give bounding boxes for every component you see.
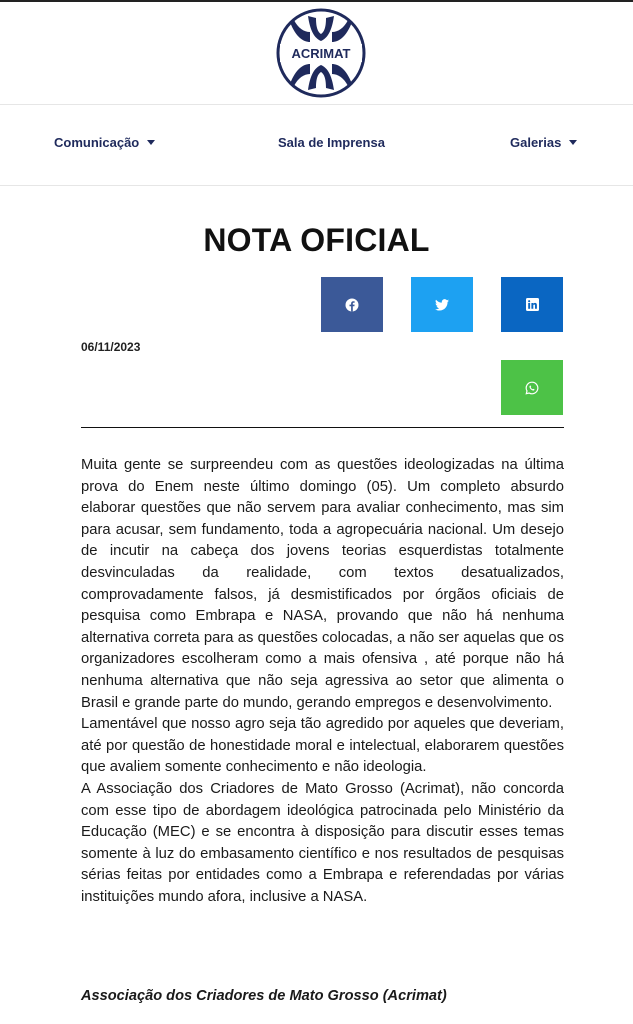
article-paragraph: Muita gente se surpreendeu com as questões ideologizadas na última prova do Enem neste último domingo (05). Um completo absurdo elaborar questões que não servem para avaliar conhecimento, mas sim para acusar, sem fundamento, toda a agropecuária nacional. Um desejo de incutir na cabeça dos jovens teorias esquerdistas totalmente desvinculadas da realidade, com textos desatualizados, comprovadamente falsos, já desmistificados por órgãos oficiais de pesquisa como Embrapa e NASA, provando que não há nenhuma alternativa correta para as questões colocadas, a não ser aquelas que os organizadores escolheram como a mais ofensiva , até porque não há nenhuma alternativa que não seja agressiva ao setor que alimenta o Brasil e grande parte do mundo, gerando empregos e desenvolvimento. [81, 457, 564, 711]
share-whatsapp-button[interactable] [501, 360, 563, 415]
acrimat-logo-emblem [276, 8, 366, 98]
main-nav [0, 104, 633, 186]
nav-item-label: Galerias [510, 135, 562, 150]
article-signature: Associação dos Criadores de Mato Grosso (Acrimat) [81, 988, 447, 1004]
logo-text: ACRIMAT [291, 46, 351, 61]
facebook-icon [345, 298, 359, 312]
share-linkedin-button[interactable] [501, 277, 563, 332]
nav-item-comunicacao[interactable] [54, 135, 155, 150]
nav-item-sala-de-imprensa[interactable] [278, 135, 385, 150]
whatsapp-icon [525, 381, 539, 395]
linkedin-icon [526, 298, 539, 311]
nav-item-galerias[interactable] [510, 135, 577, 150]
twitter-icon [435, 299, 449, 311]
share-twitter-button[interactable] [411, 277, 473, 332]
share-facebook-button[interactable] [321, 277, 383, 332]
article-body [81, 455, 564, 908]
article-paragraph: Lamentável que nosso agro seja tão agredido por aqueles que deveriam, até por questão de honestidade moral e intelectual, elaborarem questões que avaliem somente conhecimento e não ideologia. [81, 716, 564, 776]
article-paragraph: A Associação dos Criadores de Mato Grosso (Acrimat), não concorda com esse tipo de abordagem ideológica patrocinada pelo Ministério da Educação (MEC) e se encontra à disposição para discutir esses temas somente à luz do embasamento científico e nos resultados de pesquisas sérias feitas por entidades como a Embrapa e referendadas por várias instituições mundo afora, inclusive a NASA. [81, 780, 564, 905]
acrimat-logo[interactable] [276, 8, 366, 98]
nav-item-label: Comunicação [54, 135, 140, 150]
caret-down-icon [147, 140, 155, 145]
nav-item-label: Sala de Imprensa [278, 135, 385, 150]
page-title: NOTA OFICIAL [203, 222, 430, 258]
divider [81, 427, 564, 428]
publish-date: 06/11/2023 [81, 340, 141, 354]
caret-down-icon [569, 140, 577, 145]
top-border [0, 0, 633, 2]
